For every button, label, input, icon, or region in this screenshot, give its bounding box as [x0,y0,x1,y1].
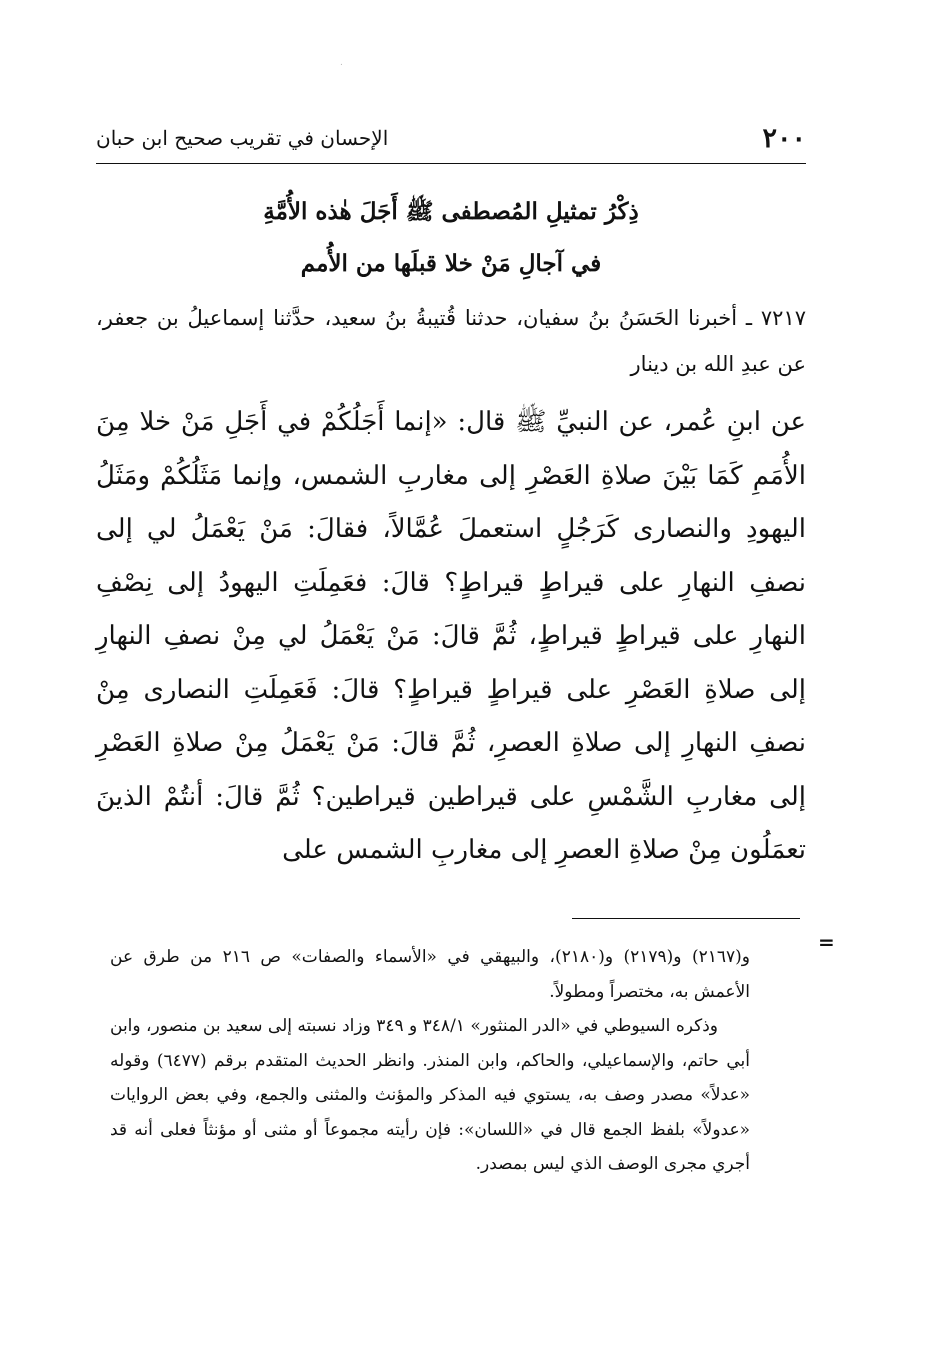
scan-speck: . [340,58,343,68]
chapter-heading-line-1: ذِكْرُ تمثيلِ المُصطفى ﷺ أَجَلَ هٰذه الأُمَّةِ [263,198,639,225]
footnote-paragraph-2: وذكره السيوطي في «الدر المنثور» ٣٤٨/١ و ٣٤٩ وزاد نسبته إلى سعيد بن منصور، وابن أبي حاتم، والإسماعيلي، والحاكم، وابن المنذر. وانظر الحديث المتقدم برقم (٦٤٧٧) وقوله «عدلاً» مصدر وصف به، يستوي فيه المذكر والمؤنث والمثنى والجمع، وفي بعض الروايات «عدولاً» بلفظ الجمع قال في «اللسان»: فإن رأيته مجموعاً أو مثنى أو مؤنثاً فعلى أنه قد أجري مجرى الوصف الذي ليس بمصدر. [110,1016,750,1174]
footnote-separator [572,918,800,919]
hadith-isnad: ٧٢١٧ ـ أخبرنا الحَسَنُ بنُ سفيان، حدثنا قُتيبةُ بنُ سعيد، حدَّثنا إسماعيلُ بن جعفر، عن عبدِ الله بن دينار [96,306,806,376]
footnote-paragraph-1: و(٢١٦٧) و(٢١٧٩) و(٢١٨٠)، والبيهقي في «الأسماء والصفات» ص ٢١٦ من طرق عن الأعمش به، مختصراً ومطولاً. [110,947,750,1002]
hadith-matn: عن ابنِ عُمر، عن النبيِّ ﷺ قال: «إنما أَجَلُكُمْ في أَجَلِ مَنْ خلا مِنَ الأُمَمِ كَمَا بَيْنَ صلاةِ العَصْرِ إلى مغاربِ الشمس، وإنما مَثَلُكُمْ ومَثَلُ اليهودِ والنصارى كَرَجُلٍ استعملَ عُمَّالاً، فقالَ: مَنْ يَعْمَلُ لي إلى نصفِ النهارِ على قيراطٍ قيراطٍ؟ قالَ: فعَمِلَتِ اليهودُ إلى نِصْفِ النهارِ على قيراطٍ قيراطٍ، ثُمَّ قالَ: مَنْ يَعْمَلُ لي مِنْ نصفِ النهارِ إلى صلاةِ العَصْرِ على قيراطٍ قيراطٍ؟ قالَ: فَعَمِلَتِ النصارى مِنْ نصفِ النهارِ إلى صلاةِ العصرِ، ثُمَّ قالَ: مَنْ يَعْمَلُ مِنْ صلاةِ العَصْرِ إلى مغاربِ الشَّمْسِ على قيراطين قيراطين؟ ثُمَّ قالَ: أنتُمْ الذينَ تعمَلُون مِنْ صلاةِ العصرِ إلى مغاربِ الشمس على [96,407,806,865]
header-rule [96,163,806,164]
chapter-heading [96,186,806,290]
running-title: الإحسان في تقريب صحيح ابن حبان [96,126,389,150]
chapter-heading-line-2: في آجالِ مَنْ خلا قبلَها من الأُمم [300,250,602,277]
page-header [96,118,806,158]
page-number: ٢٠٠ [762,122,806,154]
footnote-continuation-mark: = [818,930,835,954]
footnotes [110,940,750,1182]
